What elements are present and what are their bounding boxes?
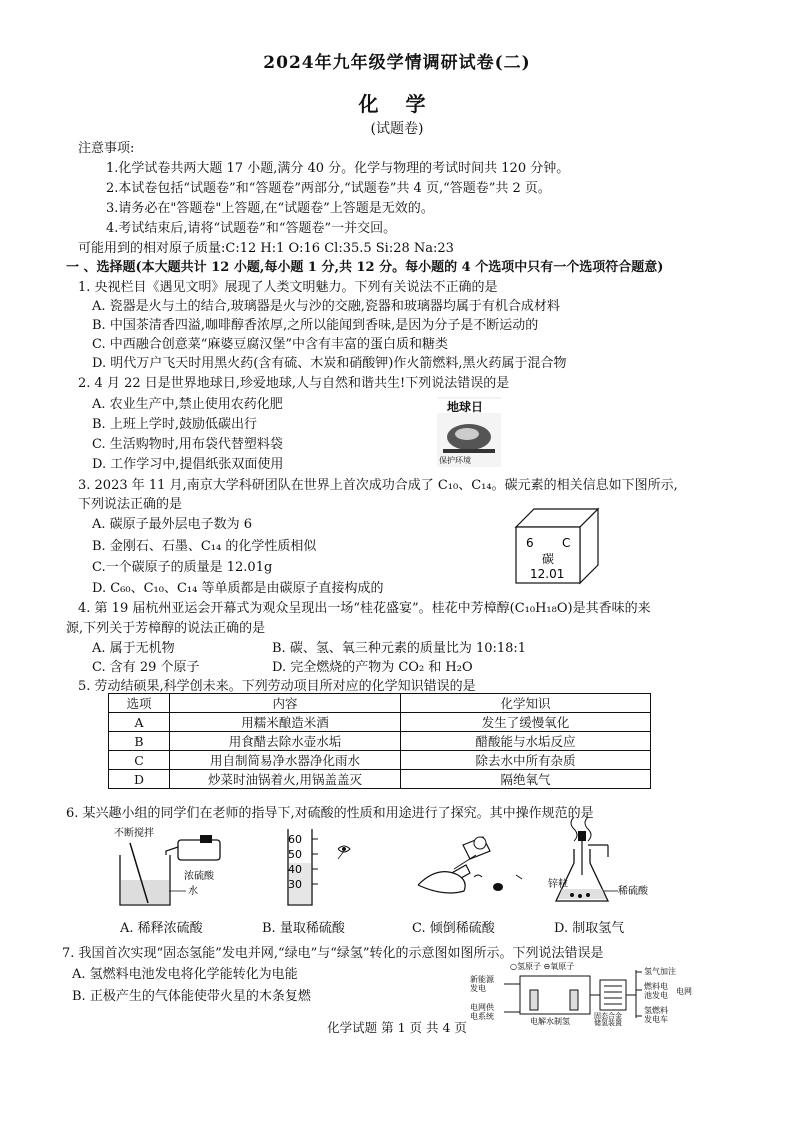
table-cell: 用自制简易净水器净化雨水 bbox=[170, 751, 401, 770]
note-item: 2.本试卷包括“试题卷”和“答题卷”两部分,“试题卷”共 4 页,“答题卷”共 2 页。 bbox=[106, 181, 551, 196]
q2-option-b: B. 上班上学时,鼓励低碳出行 bbox=[92, 417, 257, 432]
table-row bbox=[109, 770, 651, 789]
table-cell: C bbox=[109, 751, 170, 770]
element-number: 6 bbox=[526, 536, 534, 550]
table-header: 化学知识 bbox=[401, 694, 651, 713]
q5-table bbox=[108, 693, 651, 789]
section-heading: 一 、选择题(本大题共计 12 小题,每小题 1 分,共 12 分。每小题的 4 个选项中只有一个选项符合题意) bbox=[66, 260, 664, 275]
q7-stem: 7. 我国首次实现“固态氢能”发电并网,“绿电”与“绿氢”转化的示意图如图所示。下列说法错误是 bbox=[62, 946, 604, 961]
q7-option-a: A. 氢燃料电池发电将化学能转化为电能 bbox=[72, 967, 298, 982]
fig-pouring bbox=[408, 825, 528, 910]
q2-option-a: A. 农业生产中,禁止使用农药化肥 bbox=[92, 397, 283, 412]
carbon-element-card bbox=[512, 505, 600, 585]
q6-stem: 6. 某兴趣小组的同学们在老师的指导下,对硫酸的性质和用途进行了探究。其中操作规范的是 bbox=[66, 806, 594, 821]
note-item: 3.请务必在"答题卷"上答题,在“试题卷”上答题是无效的。 bbox=[106, 201, 434, 216]
table-cell: A bbox=[109, 713, 170, 732]
q1-stem: 1. 央视栏目《遇见文明》展现了人类文明魅力。下列有关说法不正确的是 bbox=[78, 280, 498, 295]
label-conc-acid: 浓硫酸 bbox=[184, 871, 214, 882]
diagram-legend: ○氢原子 ⊖氧原子 bbox=[510, 962, 575, 971]
q1-option-a: A. 瓷器是火与土的结合,玻璃器是火与沙的交融,瓷器和玻璃器均属于有机合成材料 bbox=[92, 299, 560, 314]
label-fuel-cell-1: 燃料电 bbox=[644, 982, 668, 991]
q3-stem-2: 下列说法正确的是 bbox=[78, 497, 183, 512]
table-cell: D bbox=[109, 770, 170, 789]
label-grid-supply: 电网供 bbox=[470, 1003, 494, 1012]
poster-subtext: 保护环境 bbox=[439, 456, 471, 465]
q4-option-b: B. 碳、氢、氧三种元素的质量比为 10:18:1 bbox=[272, 641, 527, 656]
table-row bbox=[109, 713, 651, 732]
notes-heading: 注意事项: bbox=[78, 141, 135, 156]
label-solid-alloy: 固态合金 bbox=[594, 1012, 622, 1020]
table-header: 内容 bbox=[170, 694, 401, 713]
q4-option-c: C. 含有 29 个原子 bbox=[92, 660, 200, 675]
label-grid-out: 电网 bbox=[676, 987, 692, 996]
label-stir: 不断搅拌 bbox=[114, 828, 154, 839]
table-cell: 用糯米酿造米酒 bbox=[170, 713, 401, 732]
table-row bbox=[109, 732, 651, 751]
element-mass: 12.01 bbox=[530, 567, 565, 581]
atomic-mass-line: 可能用到的相对原子质量:C:12 H:1 O:16 Cl:35.5 Si:28 Na:23 bbox=[78, 241, 454, 256]
poster-title: 地球日 bbox=[447, 400, 484, 414]
label-grid-sys: 电系统 bbox=[470, 1012, 494, 1021]
exam-subtitle: (试题卷) bbox=[370, 121, 424, 137]
scale-label: 40 bbox=[288, 863, 302, 876]
q2-option-d: D. 工作学习中,提倡纸张双面使用 bbox=[92, 457, 284, 472]
label-zinc: 锌粒 bbox=[548, 879, 568, 890]
note-item: 1.化学试卷共两大题 17 小题,满分 40 分。化学与物理的考试时间共 120 分钟。 bbox=[106, 161, 570, 176]
q3-option-d: D. C₆₀、C₁₀、C₁₄ 等单质都是由碳原子直接构成的 bbox=[92, 581, 384, 596]
q2-option-c: C. 生活购物时,用布袋代替塑料袋 bbox=[92, 437, 283, 452]
hydrogen-energy-diagram bbox=[470, 960, 700, 1026]
label-electrolysis: 电解水制氢 bbox=[530, 1017, 570, 1026]
q4-stem: 4. 第 19 届杭州亚运会开幕式为观众呈现出一场“桂花盛宴”。桂花中芳樟醇(C₁₀H₁₈O)是其香味的来 bbox=[78, 601, 651, 616]
page-footer: 化学试题 第 1 页 共 4 页 bbox=[327, 1020, 467, 1035]
label-refuel: 氢气加注 bbox=[644, 967, 676, 976]
element-symbol: C bbox=[562, 536, 571, 550]
label-water: 水 bbox=[188, 886, 198, 897]
table-header-row bbox=[109, 694, 651, 713]
exam-title: 2024年九年级学情调研试卷(二) bbox=[263, 53, 531, 73]
q4-stem-2: 源,下列关于芳樟醇的说法正确的是 bbox=[66, 621, 266, 636]
table-cell: 醋酸能与水垢反应 bbox=[401, 732, 651, 751]
fig-cylinder bbox=[280, 825, 360, 910]
label-new-energy: 新能源 bbox=[470, 975, 494, 984]
label-h2-car-1: 氢燃料 bbox=[644, 1006, 668, 1015]
note-item: 4.考试结束后,请将“试题卷”和“答题卷”一并交回。 bbox=[106, 221, 397, 236]
scale-label: 30 bbox=[288, 878, 302, 891]
element-name: 碳 bbox=[542, 552, 555, 566]
q2-stem: 2. 4 月 22 日是世界地球日,珍爱地球,人与自然和谐共生!下列说法错误的是 bbox=[78, 376, 510, 391]
table-header: 选项 bbox=[109, 694, 170, 713]
scale-label: 60 bbox=[288, 833, 302, 846]
label-fuel-cell-2: 池发电 bbox=[644, 991, 668, 1000]
earth-day-poster bbox=[437, 397, 501, 467]
q6-option-b: B. 量取稀硫酸 bbox=[262, 921, 345, 936]
subject-title: 化 学 bbox=[358, 92, 436, 116]
table-cell: 炒菜时油锅着火,用锅盖盖灭 bbox=[170, 770, 401, 789]
q1-option-b: B. 中国茶清香四溢,咖啡醇香浓厚,之所以能闻到香味,是因为分子是不断运动的 bbox=[92, 318, 539, 333]
label-storage: 储氢装置 bbox=[594, 1019, 622, 1026]
q5-stem: 5. 劳动结硕果,科学创未来。下列劳动项目所对应的化学知识错误的是 bbox=[78, 679, 476, 694]
fig-dilute-acid bbox=[100, 825, 250, 910]
fig-hydrogen bbox=[548, 815, 668, 910]
label-h2-car-2: 发电车 bbox=[644, 1015, 668, 1024]
table-row bbox=[109, 751, 651, 770]
table-cell: 用食醋去除水壶水垢 bbox=[170, 732, 401, 751]
table-cell: 除去水中所有杂质 bbox=[401, 751, 651, 770]
table-cell: 隔绝氧气 bbox=[401, 770, 651, 789]
table-cell: B bbox=[109, 732, 170, 751]
q6-option-d: D. 制取氢气 bbox=[554, 921, 625, 936]
q3-option-c: C.一个碳原子的质量是 12.01g bbox=[92, 560, 273, 575]
q1-option-c: C. 中西融合创意菜“麻婆豆腐汉堡”中含有丰富的蛋白质和糖类 bbox=[92, 337, 449, 352]
q6-option-a: A. 稀释浓硫酸 bbox=[120, 921, 203, 936]
q3-stem: 3. 2023 年 11 月,南京大学科研团队在世界上首次成功合成了 C₁₀、C₁₄。碳元素的相关信息如下图所示, bbox=[78, 478, 678, 493]
q4-option-d: D. 完全燃烧的产物为 CO₂ 和 H₂O bbox=[272, 660, 473, 675]
q4-option-a: A. 属于无机物 bbox=[92, 641, 175, 656]
scale-label: 50 bbox=[288, 848, 302, 861]
q6-option-c: C. 倾倒稀硫酸 bbox=[412, 921, 495, 936]
label-generate: 发电 bbox=[470, 984, 486, 993]
table-cell: 发生了缓慢氧化 bbox=[401, 713, 651, 732]
q3-option-a: A. 碳原子最外层电子数为 6 bbox=[92, 517, 253, 532]
q1-option-d: D. 明代万户飞天时用黑火药(含有硫、木炭和硝酸钾)作火箭燃料,黑火药属于混合物 bbox=[92, 356, 567, 371]
q3-option-b: B. 金刚石、石墨、C₁₄ 的化学性质相似 bbox=[92, 539, 317, 554]
q7-option-b: B. 正极产生的气体能使带火星的木条复燃 bbox=[72, 989, 311, 1004]
label-dilute-acid: 稀硫酸 bbox=[618, 886, 648, 897]
